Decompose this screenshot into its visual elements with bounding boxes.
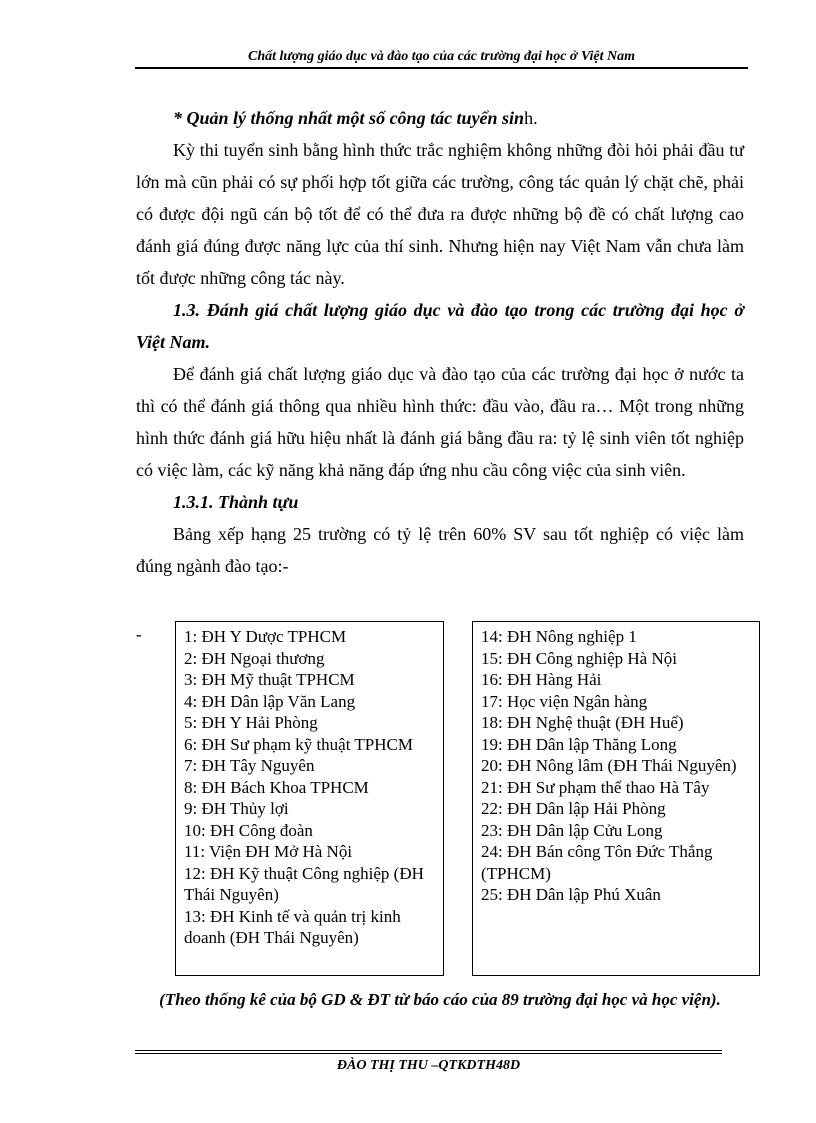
list-item: 23: ĐH Dân lập Cửu Long — [481, 820, 663, 840]
list-item: 13: ĐH Kinh tế và quản trị kinh doanh (ĐH Thái Nguyên) — [184, 906, 401, 947]
list-item: 1: ĐH Y Dược TPHCM — [184, 627, 347, 646]
section-1-3-heading: 1.3. Đánh giá chất lượng giáo dục và đào tạo trong các trường đại học ở Việt Nam. — [136, 300, 744, 352]
list-item: 11: Viện ĐH Mở Hà Nội — [184, 842, 353, 861]
list-item: 3: ĐH Mỹ thuật TPHCM — [184, 670, 355, 689]
ranking-box-right — [472, 621, 760, 976]
footer-divider — [135, 1053, 722, 1054]
list-item: 6: ĐH Sư phạm kỹ thuật TPHCM — [184, 734, 413, 754]
admissions-heading — [136, 102, 744, 134]
list-item: 4: ĐH Dân lập Văn Lang — [184, 691, 356, 711]
list-item: 8: ĐH Bách Khoa TPHCM — [184, 777, 369, 797]
list-item: 2: ĐH Ngoại thương — [184, 648, 325, 668]
list-item: 21: ĐH Sư phạm thể thao Hà Tây — [481, 777, 710, 797]
list-item: 15: ĐH Công nghiệp Hà Nội — [481, 648, 677, 668]
page-footer: ĐÀO THỊ THU –QTKDTH48D — [336, 1058, 521, 1073]
list-item: 12: ĐH Kỹ thuật Công nghiệp (ĐH Thái Nguyên) — [184, 863, 424, 904]
footer-divider — [135, 1050, 722, 1051]
list-item: 20: ĐH Nông lâm (ĐH Thái Nguyên) — [481, 756, 737, 775]
list-item: 7: ĐH Tây Nguyên — [184, 756, 315, 775]
list-item: 17: Học viện Ngân hàng — [481, 691, 648, 711]
list-item: 25: ĐH Dân lập Phú Xuân — [481, 885, 661, 904]
list-item: 24: ĐH Bán công Tôn Đức Thắng (TPHCM) — [481, 842, 713, 883]
ranking-box-left — [175, 621, 444, 976]
source-note: (Theo thống kê của bộ GD & ĐT từ báo cáo của 89 trường đại học và học viện). — [159, 990, 721, 1009]
list-dash: - — [136, 625, 142, 644]
list-item: 22: ĐH Dân lập Hải Phòng — [481, 799, 666, 818]
section-1-3-1-heading: 1.3.1. Thành tựu — [173, 492, 299, 512]
list-item: 16: ĐH Hàng Hải — [481, 670, 602, 689]
section-1-3-1-paragraph: Bảng xếp hạng 25 trường có tỷ lệ trên 60% SV sau tốt nghiệp có việc làm đúng ngành đào tạo:- — [136, 524, 744, 576]
list-item: 19: ĐH Dân lập Thăng Long — [481, 734, 677, 754]
list-item: 5: ĐH Y Hải Phòng — [184, 713, 318, 732]
list-item: 9: ĐH Thủy lợi — [184, 799, 289, 818]
list-item: 18: ĐH Nghệ thuật (ĐH Huế) — [481, 713, 684, 732]
admissions-heading-bold: * Quản lý thống nhất một số công tác tuyển sin — [173, 108, 525, 128]
section-1-3-paragraph: Để đánh giá chất lượng giáo dục và đào tạo của các trường đại học ở nước ta thì có thể đánh giá thông qua nhiều hình thức: đầu vào, đầu ra… Một trong những hình thức đánh giá hữu hiệu nhất là đánh giá bằng đầu ra: tỷ lệ sinh viên tốt nghiệp có việc làm, các kỹ năng khả năng đáp ứng nhu cầu công việc của sinh viên. — [136, 364, 744, 480]
list-item: 14: ĐH Nông nghiệp 1 — [481, 627, 637, 646]
page-header: Chất lượng giáo dục và đào tạo của các trường đại học ở Việt Nam — [135, 48, 748, 69]
list-item: 10: ĐH Công đoàn — [184, 820, 313, 840]
document-body — [136, 102, 744, 582]
admissions-paragraph: Kỳ thi tuyển sinh bằng hình thức trắc nghiệm không những đòi hỏi phải đầu tư lớn mà cũn phải có sự phối hợp tốt giữa các trường, công tác quản lý chặt chẽ, phải có được đội ngũ cán bộ tốt để có thể đưa ra được những bộ đề có chất lượng cao đánh giá đúng được năng lực của thí sinh. Nhưng hiện nay Việt Nam vẫn chưa làm tốt được những công tác này. — [136, 140, 744, 288]
admissions-heading-tail: h. — [524, 108, 538, 128]
